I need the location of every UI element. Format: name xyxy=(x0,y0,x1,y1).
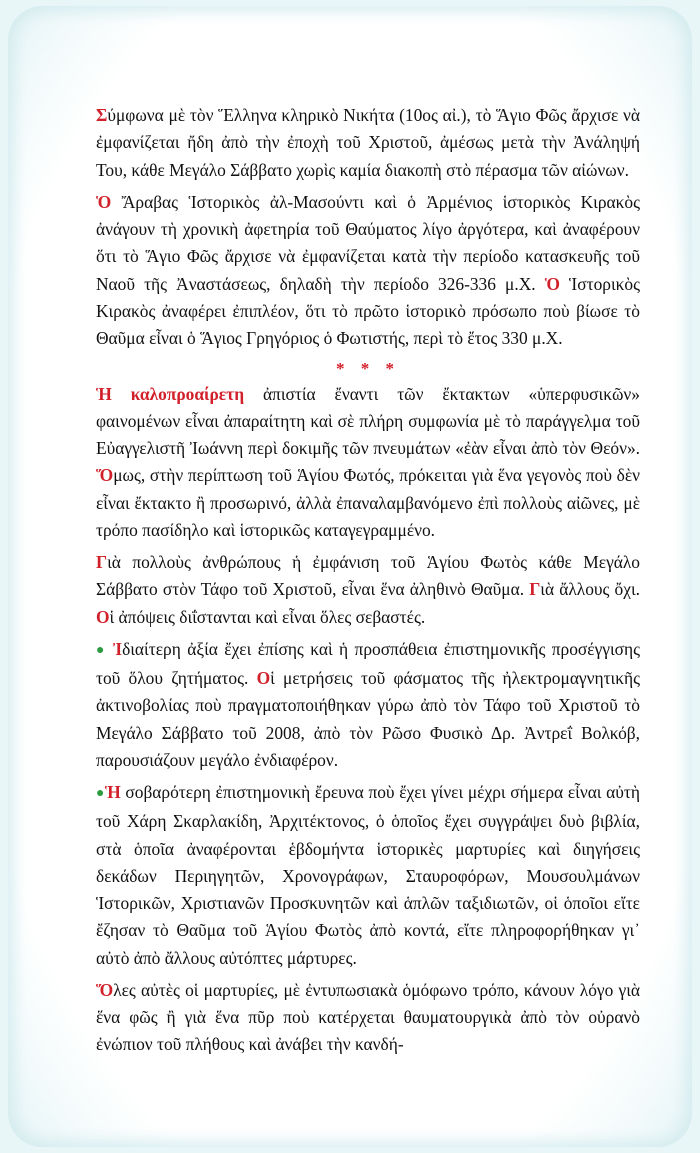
drop-initial: Ἡ xyxy=(104,782,121,802)
paragraph-text: ιὰ πολλοὺς ἀνθρώπους ἡ ἐμφάνιση τοῦ Ἁγίου Φωτὸς κάθε Μεγάλο Σάββατο στὸν Τάφο τοῦ Χριστοῦ, εἶναι ἕνα ἀληθινὸ Θαῦμα. xyxy=(96,552,640,600)
paragraph-5 xyxy=(96,636,640,774)
paragraph-7 xyxy=(96,977,640,1059)
paragraph-text: μως, στὴν περίπτωση τοῦ Ἁγίου Φωτός, πρόκειται γιὰ ἕνα γεγονὸς ποὺ δὲν εἶναι ἔκτακτο ἢ προσωρινό, ἀλλὰ ἐπαναλαμβανόμενο ἐπὶ πολλοὺς αἰῶνες, μὲ τρόπο πασίδηλο καὶ ἱστορικῶς καταγεγραμμένο. xyxy=(96,465,640,540)
paragraph-text: ιὰ ἄλλους ὄχι. xyxy=(540,579,640,600)
sentence-initial: Ὁ xyxy=(544,273,560,294)
paragraph-text: λες αὐτὲς οἱ μαρτυρίες, μὲ ἐντυπωσιακὰ ὁμόφωνο τρόπο, κάνουν λόγο γιὰ ἕνα φῶς ἢ γιὰ ἕνα πῦρ ποὺ κατέρχεται θαυματουργικὰ ἀπὸ τὸν οὐρανὸ ἐνώπιον τοῦ πλήθους καὶ ἀνάβει τὴν κανδή- xyxy=(96,979,640,1055)
page xyxy=(8,6,692,1147)
paragraph-3 xyxy=(96,381,640,545)
paragraph-1 xyxy=(96,102,640,184)
sentence-initial: Ο xyxy=(96,606,110,627)
section-separator: * * * xyxy=(336,359,400,379)
sentence-initial: Ὅ xyxy=(96,465,114,486)
drop-initial: Ὅ xyxy=(96,979,114,1000)
drop-initial: Σ xyxy=(96,105,108,125)
paragraph-4 xyxy=(96,549,640,631)
paragraph-text: Ἱστορικὸς Κιρακὸς ἀναφέρει ἐπιπλέον, ὅτι τὸ πρῶτο ἱστορικὸ πρόσωπο ποὺ βίωσε τὸ Θαῦμα εἶναι ὁ Ἅγιος Γρηγόριος ὁ Φωτιστής, περὶ τὸ ἔτος 330 μ.Χ. xyxy=(96,273,640,348)
paragraph-6 xyxy=(96,779,640,972)
paragraph-text: ἀπιστία ἔναντι τῶν ἔκτακτων «ὑπερφυσικῶν» φαινομένων εἶναι ἀπαραίτητη καὶ σὲ πλήρη συμφωνία μὲ τὸ παράγγελμα τοῦ Εὐαγγελιστῆ Ἰωάννη περὶ δοκιμῆς τῶν πνευμάτων «ἐὰν εἶναι ἀπὸ τὸν Θεόν». xyxy=(96,383,640,458)
sentence-initial: Ο xyxy=(256,668,271,688)
lead-phrase: Ἡ καλοπροαίρετη xyxy=(96,383,245,404)
paragraph-text: ύμφωνα μὲ τὸν Ἕλληνα κληρικὸ Νικήτα (10ος αἰ.), τὸ Ἅγιο Φῶς ἄρχισε νὰ ἐμφανίζεται ἤδη ἀπὸ τὴν ἐποχὴ τοῦ Χριστοῦ, ἀμέσως μετὰ τὴν Ἀνάληψή Του, κάθε Μεγάλο Σάββατο χωρὶς καμία διακοπὴ στὸ πέρασμα τῶν αἰώνων. xyxy=(96,105,640,180)
bullet-icon: ● xyxy=(96,642,107,658)
sentence-initial: Γ xyxy=(529,579,541,600)
paragraph-text: σοβαρότερη ἐπιστημονικὴ ἔρευνα ποὺ ἔχει γίνει μέχρι σήμερα εἶναι αὐτὴ τοῦ Χάρη Σκαρλακίδη, Ἀρχιτέκτονος, ὁ ὁποῖος ἔχει συγγράψει δυὸ βιβλία, στὰ ὁποῖα ἀναφέρονται ἑβδομήντα ἱστορικὲς μαρτυρίες καὶ διηγήσεις δεκάδων Περιηγητῶν, Χρονογράφων, Σταυροφόρων, Μουσουλμάνων Ἱστορικῶν, Χριστιανῶν Προσκυνητῶν καὶ ἁπλῶν ταξιδιωτῶν, οἱ ὁποῖοι εἴτε ἔζησαν τὸ Θαῦμα τοῦ Ἁγίου Φωτὸς ἀπὸ κοντά, εἴτε πληροφορήθηκαν γι᾽ αὐτὸ ἀπὸ ἄλλους αὐτόπτες μάρτυρες. xyxy=(96,782,640,968)
body-text xyxy=(96,102,640,1064)
paragraph-text: ἱ ἀπόψεις διΐστανται καὶ εἶναι ὅλες σεβαστές. xyxy=(109,606,426,627)
paragraph-text: διαίτερη ἀξία ἔχει ἐπίσης καὶ ἡ προσπάθεια ἐπιστημονικῆς προσέγγισης τοῦ ὅλου ζητήματος. xyxy=(96,638,640,688)
drop-initial: Ἰ xyxy=(112,638,123,659)
bullet-icon: ● xyxy=(96,786,105,801)
paragraph-2 xyxy=(96,189,640,353)
drop-initial: Ὁ xyxy=(96,191,112,212)
paragraph-text: Ἄραβας Ἱστορικὸς ἀλ-Μασούντι καὶ ὁ Ἀρμένιος ἱστορικὸς Κιρακὸς ἀνάγουν τὴ χρονικὴ ἀφετηρία τοῦ Θαύματος λίγο ἀργότερα, καὶ ἀναφέρουν ὅτι τὸ Ἅγιο Φῶς ἄρχισε νὰ ἐμφανίζεται κατὰ τὴν περίοδο κατασκευῆς τοῦ Ναοῦ τῆς Ἀναστάσεως, δηλαδὴ τὴν περίοδο 326-336 μ.Χ. xyxy=(96,191,640,294)
drop-initial: Γ xyxy=(96,552,108,572)
paragraph-text: ἱ μετρήσεις τοῦ φάσματος τῆς ἠλεκτρομαγνητικῆς ἀκτινοβολίας ποὺ πραγματοποιήθηκαν γύρω ἀπὸ τὸν Τάφο τοῦ Χριστοῦ τὸ Μεγάλο Σάββατο τοῦ 2008, ἀπὸ τὸν Ρῶσο Φυσικὸ Δρ. Ἀντρεΐ Βολκόβ, παρουσιάζουν μεγάλο ἐνδιαφέρον. xyxy=(96,668,640,770)
